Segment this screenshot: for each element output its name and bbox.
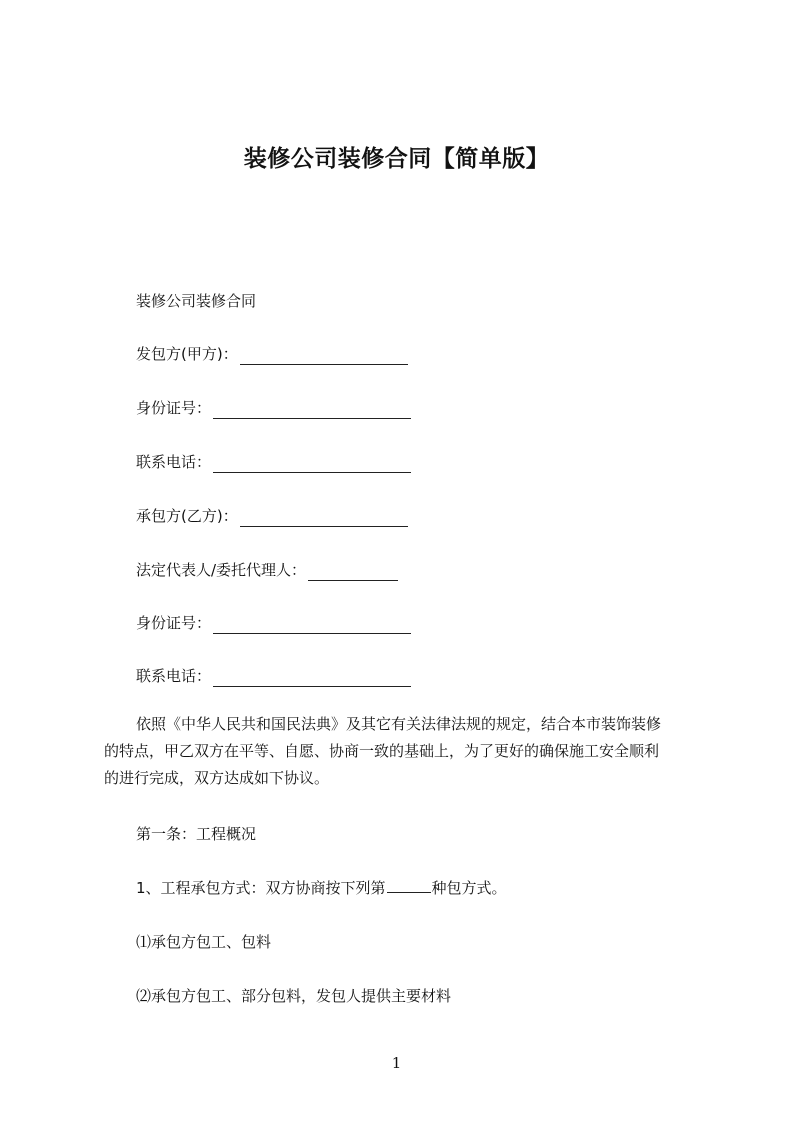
party-b-phone-blank [213,670,411,687]
option-2: ⑵承包方包工、部分包料，发包人提供主要材料 [136,987,452,1005]
item-1-suffix: 种包方式。 [431,879,507,897]
intro-paragraph [104,711,700,792]
party-a-phone-label: 联系电话： [136,453,212,471]
party-b-phone-label: 联系电话： [136,667,212,685]
item-1-line [136,877,507,899]
party-a-label: 发包方(甲方)： [136,345,238,363]
party-a-blank [240,348,408,365]
representative-field [136,559,398,581]
item-1-blank [387,878,431,893]
party-b-label: 承包方(乙方)： [136,507,238,525]
party-a-phone-field [136,451,411,473]
party-a-id-blank [213,402,411,419]
contract-subtitle: 装修公司装修合同 [136,292,257,310]
document-title: 装修公司装修合同【简单版】 [243,146,550,172]
representative-label: 法定代表人/委托代理人： [136,561,307,579]
intro-line-3: 的进行完成，双方达成如下协议。 [104,769,330,787]
party-b-id-field [136,612,411,634]
item-1-prefix: 1、工程承包方式：双方协商按下列第 [136,879,386,897]
page-number: 1 [391,1054,402,1072]
intro-line-1: 依照《中华人民共和国民法典》及其它有关法律法规的规定，结合本市装饰装修 [136,715,662,733]
party-b-id-label: 身份证号： [136,614,212,632]
party-b-field [136,505,408,527]
representative-blank [308,564,398,581]
article-1-heading: 第一条：工程概况 [136,825,257,843]
party-a-id-label: 身份证号： [136,399,212,417]
party-a-id-field [136,397,411,419]
option-1: ⑴承包方包工、包料 [136,933,272,951]
party-b-blank [240,510,408,527]
party-a-phone-blank [213,456,411,473]
party-b-id-blank [213,617,411,634]
party-b-phone-field [136,665,411,687]
intro-line-2: 的特点，甲乙双方在平等、自愿、协商一致的基础上，为了更好的确保施工安全顺利 [104,742,660,760]
party-a-field [136,343,408,365]
